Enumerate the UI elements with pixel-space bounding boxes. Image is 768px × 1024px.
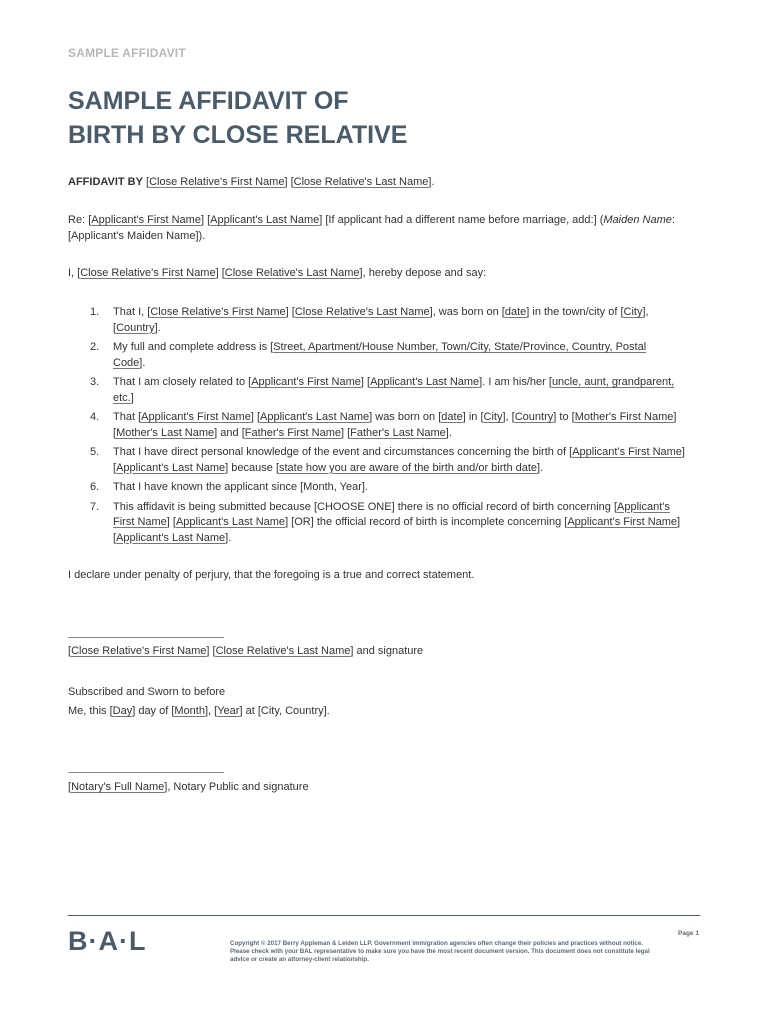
field-relative-last-name: Close Relative's Last Name bbox=[294, 306, 430, 318]
notary-suffix: , Notary Public and signature bbox=[167, 781, 309, 793]
document-title bbox=[68, 84, 407, 152]
re-note: [If applicant had a different name before marriage, add:] ( bbox=[322, 214, 604, 226]
item-text: . I am his/her bbox=[482, 376, 549, 388]
field-applicant-last-name: Applicant's Last Name bbox=[175, 516, 286, 528]
sworn-text: Me, this bbox=[68, 705, 110, 717]
item-number: 7. bbox=[90, 500, 100, 513]
field-relative-first-name: Close Relative's First Name bbox=[71, 645, 207, 657]
item-text: That bbox=[113, 411, 139, 423]
field-applicant-last-name: Applicant's Last Name bbox=[260, 411, 370, 423]
sworn-line-2: Me, this [Day] day of [Month], [Year] at [City, Country]. bbox=[68, 705, 330, 717]
signature-caption: [Close Relative's First Name] [Close Relative's Last Name] and signature bbox=[68, 645, 424, 657]
declaration: I declare under penalty of perjury, that the foregoing is a true and correct statement. bbox=[68, 569, 475, 581]
field-relative-first-name: Close Relative's First Name bbox=[80, 267, 216, 279]
item-text: , was born on bbox=[432, 306, 502, 318]
field-address-cont: Code bbox=[113, 356, 140, 369]
notary-signature-line bbox=[68, 772, 224, 773]
field-country: Country bbox=[514, 411, 554, 423]
item-number: 2. bbox=[90, 341, 100, 353]
field-month: Month bbox=[174, 705, 205, 717]
item-text: My full and complete address is bbox=[113, 341, 271, 353]
field-applicant-last-name: Applicant's Last Name bbox=[370, 376, 480, 388]
signature-suffix: and signature bbox=[353, 645, 424, 657]
item-text: in the town/city of bbox=[529, 306, 621, 318]
list-item: 2. My full and complete address is [Street, Apartment/House Number, Town/City, State/Province, Country, Postal Code]. bbox=[90, 341, 647, 369]
item-number: 4. bbox=[90, 411, 100, 423]
list-item bbox=[68, 480, 700, 496]
item-text: , bbox=[645, 306, 649, 318]
sworn-line-1: Subscribed and Sworn to before bbox=[68, 686, 226, 698]
item-text: . bbox=[228, 531, 232, 544]
field-country: Country bbox=[116, 321, 155, 334]
depose-prefix: I, bbox=[68, 267, 78, 279]
item-text: . bbox=[448, 426, 452, 439]
field-date: date bbox=[504, 306, 527, 318]
field-notary-name: Notary's Full Name bbox=[71, 781, 165, 793]
field-day: Day bbox=[112, 705, 133, 717]
item-text: [OR] the official record of birth is incomplete concerning bbox=[288, 516, 565, 528]
item-number: 1. bbox=[90, 306, 100, 318]
field-applicant-first-name: Applicant's First Name bbox=[572, 446, 682, 458]
title-line-2: BIRTH BY CLOSE RELATIVE bbox=[68, 121, 408, 149]
item-text: and bbox=[217, 426, 242, 439]
affidavit-by-line: AFFIDAVIT BY [Close Relative's First Name] [Close Relative's Last Name]. bbox=[68, 176, 435, 188]
field-relationship: uncle, aunt, grandparent, bbox=[551, 376, 675, 388]
item-text: . bbox=[157, 321, 161, 334]
field-applicant-last-name: Applicant's Last Name bbox=[116, 531, 226, 544]
field-date: date bbox=[441, 411, 463, 423]
field-applicant-last-name: Applicant's Last Name bbox=[210, 214, 320, 226]
depose-suffix: , hereby depose and say: bbox=[362, 267, 487, 279]
field-applicant-first-name: Applicant's bbox=[617, 500, 670, 513]
list-item: 5. That I have direct personal knowledge of the event and circumstances concerning the birth of [Applicant's First Name] [Applicant's Last Name] because [state how you are aware of the birth and/or birth date]. bbox=[90, 446, 685, 474]
field-city: City bbox=[483, 411, 503, 423]
field-applicant-first-name: Applicant's First Name bbox=[251, 376, 361, 388]
field-relative-last-name: Close Relative's Last Name bbox=[293, 176, 429, 188]
title-line-1: SAMPLE AFFIDAVIT OF bbox=[68, 87, 349, 115]
list-item: 4. That [Applicant's First Name] [Applicant's Last Name] was born on [date] in [City], [Country] to [Mother's First Name] [Mother's Last Name] and [Father's First Name] [Father's Last Name]. bbox=[90, 411, 677, 439]
depose-paragraph: I, [Close Relative's First Name] [Close Relative's Last Name], hereby depose and say: bbox=[68, 267, 487, 279]
field-relative-last-name: Close Relative's Last Name bbox=[215, 645, 351, 657]
field-applicant-first-name: Applicant's First Name bbox=[91, 214, 201, 226]
field-father-first-name: Father's First Name bbox=[244, 426, 341, 439]
field-relative-first-name: Close Relative's First Name bbox=[149, 176, 285, 188]
field-mother-last-name: Mother's Last Name bbox=[116, 426, 215, 439]
field-address: Street, Apartment/House Number, Town/City, State/Province, Country, Postal bbox=[273, 341, 647, 353]
sworn-text: at [City, Country]. bbox=[242, 705, 330, 717]
signature-line bbox=[68, 637, 224, 638]
field-relationship-cont: etc. bbox=[113, 391, 131, 404]
maiden-name-label: Maiden Name bbox=[603, 214, 672, 226]
field-relative-last-name: Close Relative's Last Name bbox=[224, 267, 360, 279]
bal-logo: B·A·L bbox=[68, 926, 147, 956]
field-applicant-first-name: Applicant's First Name bbox=[141, 411, 251, 423]
item-text: . bbox=[142, 356, 146, 369]
item-text: . bbox=[540, 461, 544, 474]
statement-list bbox=[68, 305, 700, 550]
field-applicant-last-name: Applicant's Last Name bbox=[116, 461, 226, 474]
item-text: to bbox=[556, 411, 572, 423]
item-text: because bbox=[228, 461, 276, 474]
list-item: 7. This affidavit is being submitted because [CHOOSE ONE] there is no official record of birth concerning [Applicant's First Name] [Applicant's Last Name] [OR] the official record of birth is incomplete concerning [Applicant's First Name] [Applicant's Last Name]. bbox=[90, 500, 681, 544]
field-year: Year bbox=[217, 705, 240, 717]
item-text: That I, bbox=[113, 306, 148, 318]
field-relative-first-name: Close Relative's First Name bbox=[150, 306, 286, 318]
list-item: 1. That I, [Close Relative's First Name] [Close Relative's Last Name], was born on [date] in the town/city of [City], [Country]. bbox=[90, 306, 649, 334]
maiden-colon: : bbox=[671, 214, 675, 226]
item-number: 5. bbox=[90, 446, 100, 458]
item-text: That I am closely related to bbox=[113, 376, 249, 388]
sworn-text: day of bbox=[135, 705, 172, 717]
item-text: This affidavit is being submitted because [CHOOSE ONE] there is no official record of birth concerning bbox=[113, 500, 614, 513]
notary-caption: [Notary's Full Name], Notary Public and signature bbox=[68, 781, 309, 793]
page-number: Page 1 bbox=[678, 930, 699, 937]
item-text: was born on bbox=[372, 411, 439, 423]
field-city: City bbox=[623, 306, 643, 318]
footer-divider bbox=[68, 915, 700, 916]
re-paragraph: Re: [Applicant's First Name] [Applicant's Last Name] [If applicant had a different name before marriage, add:] (Maiden Name: [Applicant's Maiden Name]). bbox=[68, 214, 675, 242]
field-maiden-name: [Applicant's Maiden Name]). bbox=[68, 229, 206, 242]
field-awareness: state how you are aware of the birth and/or birth date bbox=[279, 461, 538, 474]
sworn-block bbox=[68, 683, 330, 721]
item-number: 6. bbox=[90, 481, 100, 493]
item-text: in bbox=[465, 411, 481, 423]
field-applicant-first-name-cont: First Name bbox=[113, 516, 167, 528]
footer-copyright: Copyright © 2017 Berry Appleman & Leiden LLP. Government immigration agencies often change their policies and practices without notice. Please check with your BAL representative to make sure you have the most recent document version. This document does not constitute legal advice or create an attorney-client relationship. bbox=[230, 940, 650, 963]
field-father-last-name: Father's Last Name bbox=[350, 426, 446, 439]
field-mother-first-name: Mother's First Name bbox=[574, 411, 674, 423]
item-text: , bbox=[505, 411, 512, 423]
item-text: That I have direct personal knowledge of the event and circumstances concerning the birth of bbox=[113, 446, 570, 458]
list-item: 3. That I am closely related to [Applicant's First Name] [Applicant's Last Name]. I am his/her [uncle, aunt, grandparent, etc.] bbox=[90, 376, 675, 404]
item-text: That I have known the applicant since [Month, Year]. bbox=[113, 481, 368, 493]
re-prefix: Re: bbox=[68, 214, 89, 226]
affidavit-by-label: AFFIDAVIT BY bbox=[68, 176, 143, 188]
field-applicant-first-name: Applicant's First Name bbox=[567, 516, 678, 528]
sworn-text: , bbox=[208, 705, 215, 717]
document-header-label: SAMPLE AFFIDAVIT bbox=[68, 46, 186, 60]
item-number: 3. bbox=[90, 376, 100, 388]
